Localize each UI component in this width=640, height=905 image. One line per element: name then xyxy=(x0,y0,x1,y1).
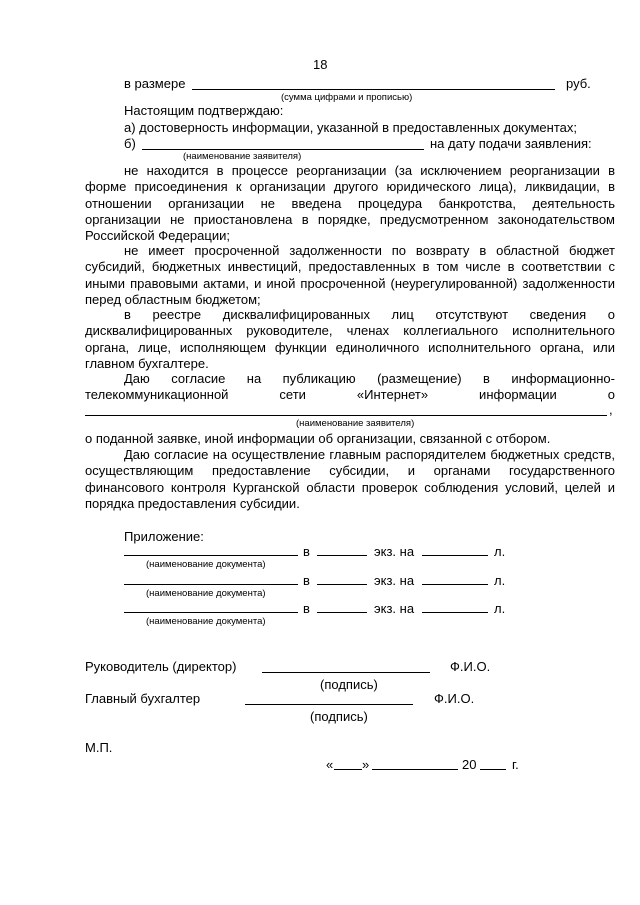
paragraph-reorganization: не находится в процессе реорганизации (за исключением реорганизации в форме присоединения к организации другого юридического лица), ликвидации, в отношении организации не введена процедура банкротства, деятельность организации не приостановлена в порядке, предусмотренном законодательством Российской Федерации; xyxy=(85,163,615,244)
copies-field[interactable] xyxy=(317,584,367,585)
director-caption: (подпись) xyxy=(320,677,378,692)
consent-inspection: Даю согласие на осуществление главным распорядителем бюджетных средств, осуществляющим предоставление субсидии, и органами государственного финансового контроля Курганской области проверок соблюдения условий, целей и порядка предоставления субсидии. xyxy=(85,447,615,511)
date-year-prefix: 20 xyxy=(462,757,477,772)
item-b-caption: (наименование заявителя) xyxy=(183,151,302,162)
attachment-sheets: л. xyxy=(494,573,506,588)
paragraph-debt: не имеет просроченной задолженности по возврату в областной бюджет субсидий, бюджетных инвестиций, предоставленных в том числе в соответствии с иными правовыми актами, и иной просроченной (неурегулированной) задолженности перед областным бюджетом; xyxy=(85,243,615,307)
attachment-copies: экз. на xyxy=(374,544,415,559)
date-open-quote: « xyxy=(326,757,334,772)
accountant-signature-field[interactable] xyxy=(245,704,413,705)
item-b-prefix: б) xyxy=(124,136,136,151)
date-close-quote: » xyxy=(362,757,370,772)
date-month-field[interactable] xyxy=(372,769,458,770)
amount-prefix: в размере xyxy=(124,76,186,91)
document-name-field[interactable] xyxy=(124,555,298,556)
accountant-label: Главный бухгалтер xyxy=(85,691,201,706)
attachment-in: в xyxy=(303,573,310,588)
consent-comma: , xyxy=(609,402,613,417)
date-year-field[interactable] xyxy=(480,769,506,770)
confirm-heading: Настоящим подтверждаю: xyxy=(124,103,284,118)
date-year-suffix: г. xyxy=(512,757,519,772)
item-a: а) достоверность информации, указанной в предоставленных документах; xyxy=(124,120,577,135)
page-number: 18 xyxy=(313,57,328,72)
amount-suffix: руб. xyxy=(566,76,591,91)
amount-caption: (сумма цифрами и прописью) xyxy=(281,92,413,103)
director-label: Руководитель (директор) xyxy=(85,659,237,674)
copies-field[interactable] xyxy=(317,612,367,613)
director-fio: Ф.И.О. xyxy=(450,659,491,674)
accountant-caption: (подпись) xyxy=(310,709,368,724)
attachment-heading: Приложение: xyxy=(124,529,204,544)
document-name-field[interactable] xyxy=(124,612,298,613)
attachment-caption: (наименование документа) xyxy=(146,559,266,570)
director-signature-field[interactable] xyxy=(262,672,430,673)
sheets-field[interactable] xyxy=(422,584,488,585)
attachment-sheets: л. xyxy=(494,544,506,559)
applicant-name-field[interactable] xyxy=(142,149,424,150)
stamp-label: М.П. xyxy=(85,740,113,755)
copies-field[interactable] xyxy=(317,555,367,556)
accountant-fio: Ф.И.О. xyxy=(434,691,475,706)
consent-applicant-field[interactable] xyxy=(85,415,607,416)
document-name-field[interactable] xyxy=(124,584,298,585)
attachment-caption: (наименование документа) xyxy=(146,588,266,599)
sheets-field[interactable] xyxy=(422,555,488,556)
attachment-caption: (наименование документа) xyxy=(146,616,266,627)
attachment-copies: экз. на xyxy=(374,601,415,616)
attachment-copies: экз. на xyxy=(374,573,415,588)
consent-publication: Даю согласие на публикацию (размещение) в информационно-телекоммуникационной сети «Интернет» информации о xyxy=(85,371,615,403)
paragraph-registry: в реестре дисквалифицированных лиц отсутствуют сведения о дисквалифицированных руководителе, членах коллегиального исполнительного органа, лице, исполняющем функции единоличного исполнительного органа, или главном бухгалтере. xyxy=(85,307,615,371)
date-day-field[interactable] xyxy=(334,769,362,770)
sheets-field[interactable] xyxy=(422,612,488,613)
consent-tail: о поданной заявке, иной информации об организации, связанной с отбором. xyxy=(85,431,551,446)
consent-caption: (наименование заявителя) xyxy=(296,418,415,429)
item-b-suffix: на дату подачи заявления: xyxy=(430,136,592,151)
attachment-sheets: л. xyxy=(494,601,506,616)
amount-field[interactable] xyxy=(192,89,555,90)
attachment-in: в xyxy=(303,601,310,616)
attachment-in: в xyxy=(303,544,310,559)
